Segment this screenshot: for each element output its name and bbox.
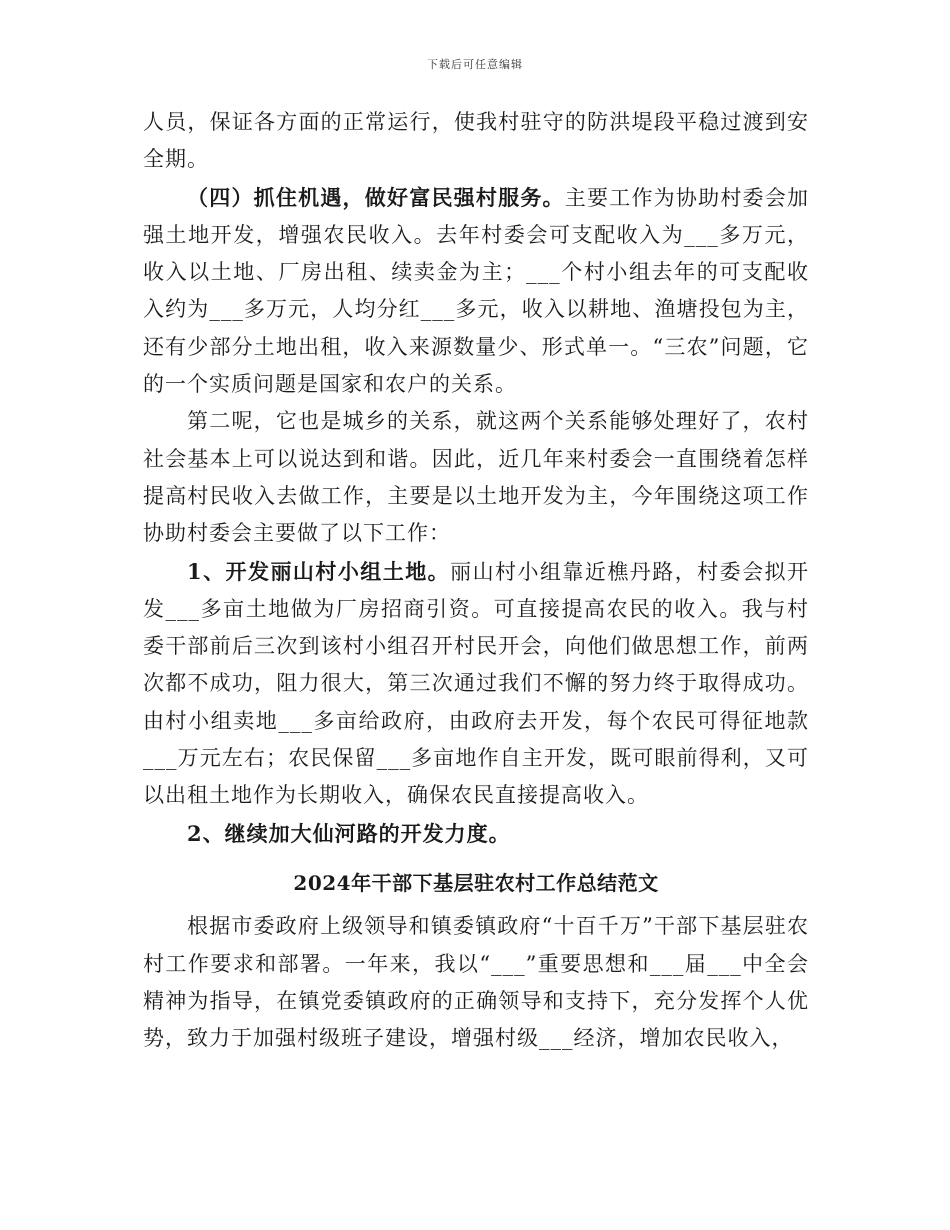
paragraph-text: 根据市委政府上级领导和镇委镇政府“十百千万”干部下基层驻农村工作要求和部署。一年来，我以“___”重要思想和___届___中全会精神为指导，在镇党委镇政府的正确领导和支持下，充分发挥个人优势，致力于加强村级班子建设，增强村级___经济，增加农民收入， xyxy=(143,914,809,1051)
section-heading: （四）抓住机遇，做好富民强村服务。 xyxy=(187,184,565,210)
paragraph-section-four xyxy=(143,179,809,404)
paragraph-text: 第二呢，它也是城乡的关系，就这两个关系能够处理好了，农村社会基本上可以说达到和谐。因此，近几年来村委会一直围绕着怎样提高村民收入去做工作，主要是以土地开发为主，今年围绕这项工作协助村委会主要做了以下工作： xyxy=(143,409,809,546)
paragraph-text: 人员，保证各方面的正常运行，使我村驻守的防洪堤段平稳过渡到安全期。 xyxy=(143,110,809,172)
paragraph-continuation xyxy=(143,104,809,179)
paragraph-text: 丽山村小组靠近樵丹路，村委会拟开发___多亩土地做为厂房招商引资。可直接提高农民的收入。我与村委干部前后三次到该村小组召开村民开会，向他们做思想工作，前两次都不成功，阻力很大，第三次通过我们不懈的努力终于取得成功。由村小组卖地___多亩给政府，由政府去开发，每个农民可得征地款___万元左右；农民保留___多亩地作自主开发，既可眼前得利，又可以出租土地作为长期收入，确保农民直接提高收入。 xyxy=(143,559,809,808)
paragraph-item-one xyxy=(143,553,809,815)
document-title: 2024年干部下基层驻农村工作总结范文 xyxy=(293,870,659,895)
item-heading: 2、继续加大仙河路的开发力度。 xyxy=(187,820,511,846)
page-header: 下载后可任意编辑 xyxy=(427,58,523,71)
paragraph-text: 主要工作为协助村委会加强土地开发，增强农民收入。去年村委会可支配收入为___多万元，收入以土地、厂房出租、续卖金为主；___个村小组去年的可支配收入约为___多万元，人均分红___多元，收入以耕地、渔塘投包为主，还有少部分土地出租，收入来源数量少、形式单一。“三农”问题，它的一个实质问题是国家和农户的关系。 xyxy=(143,185,810,397)
paragraph-opening xyxy=(143,908,809,1057)
item-heading: 1、开发丽山村小组土地。 xyxy=(187,558,451,584)
document-body xyxy=(143,104,809,1057)
paragraph-item-two xyxy=(143,815,809,853)
paragraph-urban-rural xyxy=(143,403,809,552)
